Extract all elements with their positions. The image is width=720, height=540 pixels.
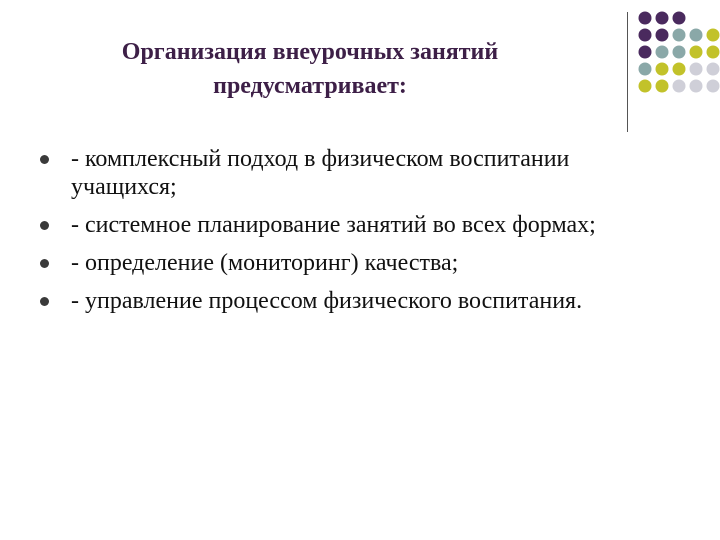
decor-dot [690, 63, 703, 76]
slide-title [40, 36, 580, 103]
decor-dot [656, 80, 669, 93]
bullet-dot-icon [40, 221, 49, 230]
decor-dot [707, 46, 720, 59]
decor-dot [707, 29, 720, 42]
bullet-item [40, 249, 620, 277]
decor-dot [673, 12, 686, 25]
decor-dot [690, 29, 703, 42]
decor-dot [673, 29, 686, 42]
decor-dot [707, 63, 720, 76]
title-line-2: предусматривает: [213, 72, 407, 99]
decor-dot [656, 12, 669, 25]
decor-dot [639, 80, 652, 93]
bullet-item [40, 211, 620, 239]
decor-dot [656, 63, 669, 76]
decor-dot [639, 46, 652, 59]
decor-dot [690, 80, 703, 93]
decor-dot [656, 46, 669, 59]
decor-dot [673, 80, 686, 93]
vertical-divider [627, 12, 628, 132]
decor-dot [639, 63, 652, 76]
bullet-text: - управление процессом физического воспитания. [71, 288, 583, 314]
decor-dot [639, 29, 652, 42]
decor-dot [656, 29, 669, 42]
decor-dot [639, 12, 652, 25]
bullet-dot-icon [40, 155, 49, 164]
bullet-item [40, 145, 620, 201]
bullet-text: - комплексный подход в физическом воспитании учащихся; [71, 146, 570, 200]
title-line-1: Организация внеурочных занятий [121, 39, 499, 65]
decor-dot [673, 63, 686, 76]
bullet-item [40, 287, 620, 315]
decorative-dot-grid [638, 11, 720, 131]
bullet-dot-icon [40, 259, 49, 268]
decor-dot [690, 46, 703, 59]
bullet-dot-icon [40, 297, 49, 306]
bullet-list [40, 145, 620, 325]
bullet-text: - определение (мониторинг) качества; [71, 250, 459, 276]
decor-dot [673, 46, 686, 59]
decor-dot [707, 80, 720, 93]
bullet-text: - системное планирование занятий во всех формах; [71, 212, 596, 238]
